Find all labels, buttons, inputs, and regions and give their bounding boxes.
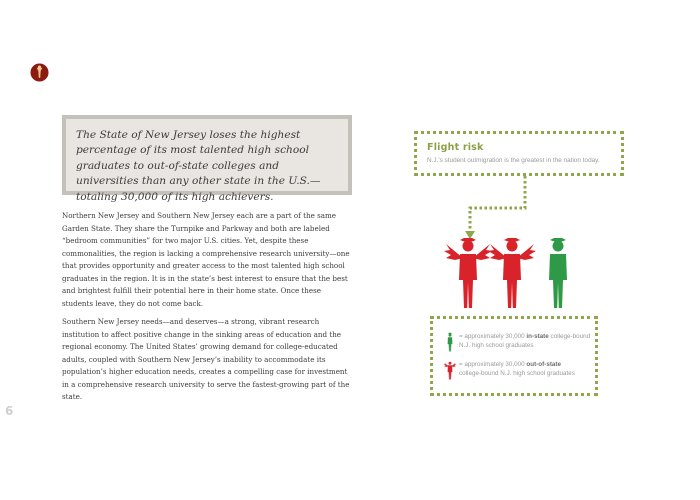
legend-row-in-state [443,332,594,352]
legend-row-out-of-state [443,360,594,380]
flight-risk-title: Flight risk [427,142,484,153]
connector-arrow [458,176,528,246]
pull-quote-text: The State of New Jersey loses the highest percentage of its most talented high school graduates to out-of-state colleges and universities than any other state in the U.S.—totaling 30,000 of its high achievers. [76,129,321,203]
out-of-state-student-icon [444,238,492,308]
out-of-state-student-icon [488,238,536,308]
flight-risk-box [414,131,624,176]
body-paragraph: Southern New Jersey needs—and deserves—a strong, vibrant research institution to affect positive change in the sinking areas of education and the regional economy. The United States’ growing demand for college-educated adults, coupled with Southern New Jersey’s inability to accommodate its population’s higher education needs, creates a compelling case for investment in a comprehensive research university to serve the fastest-growing part of the state. [62,317,350,401]
out-of-state-student-icon [443,360,457,380]
in-state-student-icon [549,238,567,308]
body-paragraph: Northern New Jersey and Southern New Jersey each are a part of the same Garden State. They share the Turnpike and Parkway and both are labeled “bedroom communities” for two major U.S. cities. Yet, despite these commonalities, the region is lacking a comprehensive research university—one that provides opportunity and greater access to the most talented high school graduates in the region. It is in the state’s best interest to ensure that the best and brightest fulfill their potential here in their home state. Once these students leave, they do not come back. [62,211,350,308]
legend-box [430,316,598,396]
legend-text-in-state: = approximately 30,000 in-state college-bound N.J. high school graduates [459,333,591,349]
student-figures [440,238,580,310]
flight-risk-subtitle: N.J.'s student outmigration is the greatest in the nation today. [427,157,600,164]
in-state-student-icon [443,332,457,352]
legend-text-out-of-state: = approximately 30,000 out-of-state college-bound N.J. high school graduates [459,361,575,377]
pull-quote [62,115,352,203]
page-number: 6 [5,404,14,418]
torch-seal-icon [30,63,49,82]
